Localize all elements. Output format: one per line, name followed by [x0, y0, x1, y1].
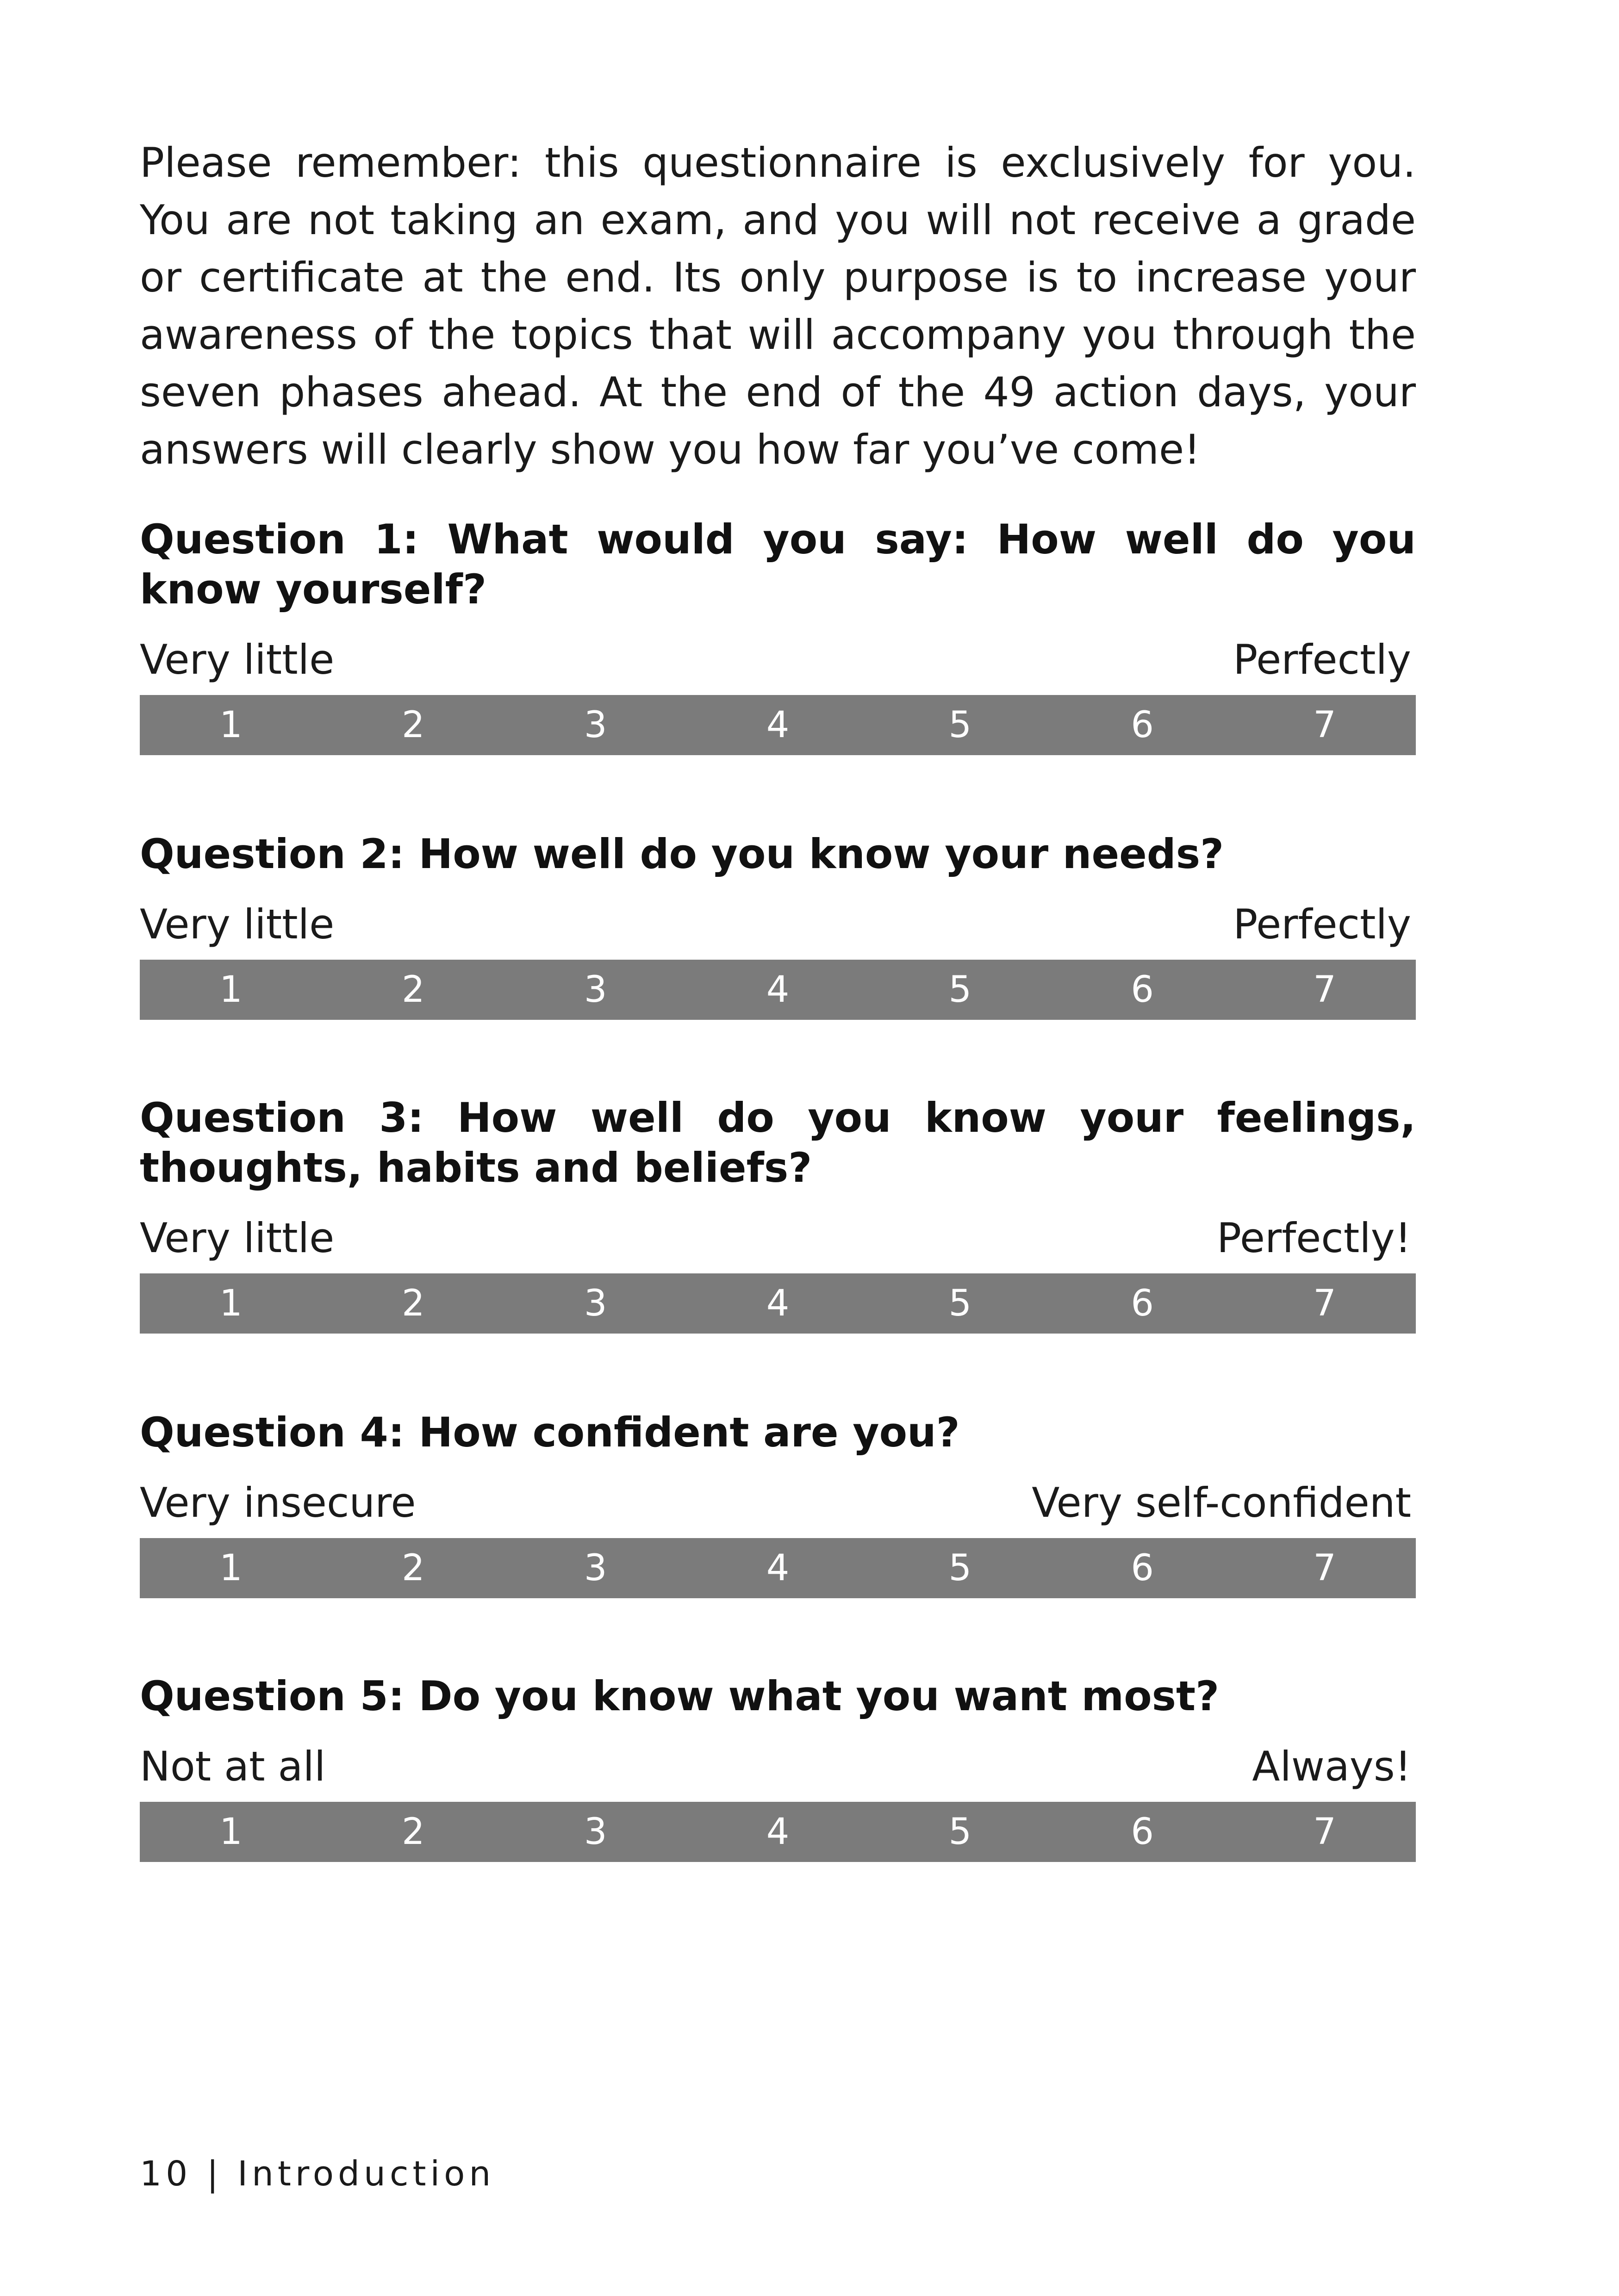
page-footer — [140, 2154, 495, 2194]
rating-option-2[interactable]: 2 — [401, 704, 425, 746]
rating-option-7[interactable]: 7 — [1313, 969, 1336, 1011]
question-title: Question 2: How well do you know your needs? — [140, 830, 1224, 878]
question-2 — [140, 829, 1416, 1020]
scale-labels — [140, 1215, 1416, 1261]
scale-low-label: Very little — [140, 636, 335, 683]
scale-low-label: Very insecure — [140, 1479, 416, 1527]
rating-scale — [140, 960, 1416, 1020]
rating-option-5[interactable]: 5 — [948, 969, 972, 1011]
rating-option-7[interactable]: 7 — [1313, 704, 1336, 746]
scale-high-label: Perfectly — [1233, 636, 1411, 683]
rating-option-6[interactable]: 6 — [1131, 1283, 1154, 1324]
rating-option-4[interactable]: 4 — [766, 1811, 790, 1853]
rating-option-4[interactable]: 4 — [766, 1547, 790, 1589]
intro-paragraph: Please remember: this questionnaire is exclusively for you. You are not taking an exam, and you will not receive a grade or certificate at the end. Its only purpose is to increase your awareness of the topics that will accompany you through the seven phases ahead. At the end of the 49 action days, your answers will clearly show you how far you’ve come! — [140, 139, 1416, 473]
rating-option-1[interactable]: 1 — [219, 1811, 243, 1853]
rating-option-1[interactable]: 1 — [219, 1547, 243, 1589]
question-title: Question 1: What would you say: How well do you know yourself? — [140, 515, 1416, 613]
scale-high-label: Very self-confident — [1032, 1479, 1411, 1527]
scale-high-label: Perfectly! — [1216, 1214, 1411, 1262]
scale-low-label: Very little — [140, 1214, 335, 1262]
rating-option-5[interactable]: 5 — [948, 1811, 972, 1853]
rating-option-5[interactable]: 5 — [948, 1283, 972, 1324]
rating-option-6[interactable]: 6 — [1131, 1811, 1154, 1853]
question-title: Question 4: How confident are you? — [140, 1409, 960, 1456]
rating-option-6[interactable]: 6 — [1131, 969, 1154, 1011]
question-3 — [140, 1093, 1416, 1334]
rating-option-4[interactable]: 4 — [766, 1283, 790, 1324]
page-number: 10 — [140, 2154, 192, 2194]
rating-option-2[interactable]: 2 — [401, 1811, 425, 1853]
scale-high-label: Perfectly — [1233, 900, 1411, 948]
scale-low-label: Very little — [140, 900, 335, 948]
rating-option-2[interactable]: 2 — [401, 1283, 425, 1324]
question-title: Question 5: Do you know what you want most? — [140, 1672, 1220, 1720]
scale-high-label: Always! — [1252, 1743, 1411, 1790]
rating-option-4[interactable]: 4 — [766, 969, 790, 1011]
rating-scale — [140, 1802, 1416, 1862]
rating-option-5[interactable]: 5 — [948, 1547, 972, 1589]
rating-scale — [140, 1273, 1416, 1334]
rating-option-2[interactable]: 2 — [401, 1547, 425, 1589]
rating-option-1[interactable]: 1 — [219, 969, 243, 1011]
rating-option-5[interactable]: 5 — [948, 704, 972, 746]
rating-option-3[interactable]: 3 — [584, 1283, 607, 1324]
question-4 — [140, 1408, 1416, 1598]
section-name: Introduction — [237, 2154, 495, 2194]
rating-option-4[interactable]: 4 — [766, 704, 790, 746]
scale-labels — [140, 1480, 1416, 1526]
rating-option-1[interactable]: 1 — [219, 1283, 243, 1324]
scale-low-label: Not at all — [140, 1743, 326, 1790]
rating-option-2[interactable]: 2 — [401, 969, 425, 1011]
rating-option-3[interactable]: 3 — [584, 1811, 607, 1853]
rating-option-7[interactable]: 7 — [1313, 1547, 1336, 1589]
scale-labels — [140, 901, 1416, 948]
question-1 — [140, 515, 1416, 755]
rating-option-3[interactable]: 3 — [584, 704, 607, 746]
rating-scale — [140, 1538, 1416, 1598]
question-5 — [140, 1671, 1416, 1862]
rating-option-3[interactable]: 3 — [584, 1547, 607, 1589]
rating-scale — [140, 695, 1416, 755]
rating-option-7[interactable]: 7 — [1313, 1811, 1336, 1853]
rating-option-7[interactable]: 7 — [1313, 1283, 1336, 1324]
scale-labels — [140, 637, 1416, 683]
rating-option-1[interactable]: 1 — [219, 704, 243, 746]
rating-option-3[interactable]: 3 — [584, 969, 607, 1011]
rating-option-6[interactable]: 6 — [1131, 704, 1154, 746]
question-title: Question 3: How well do you know your feelings, thoughts, habits and beliefs? — [140, 1094, 1416, 1191]
footer-separator: | — [206, 2154, 223, 2194]
scale-labels — [140, 1744, 1416, 1790]
rating-option-6[interactable]: 6 — [1131, 1547, 1154, 1589]
